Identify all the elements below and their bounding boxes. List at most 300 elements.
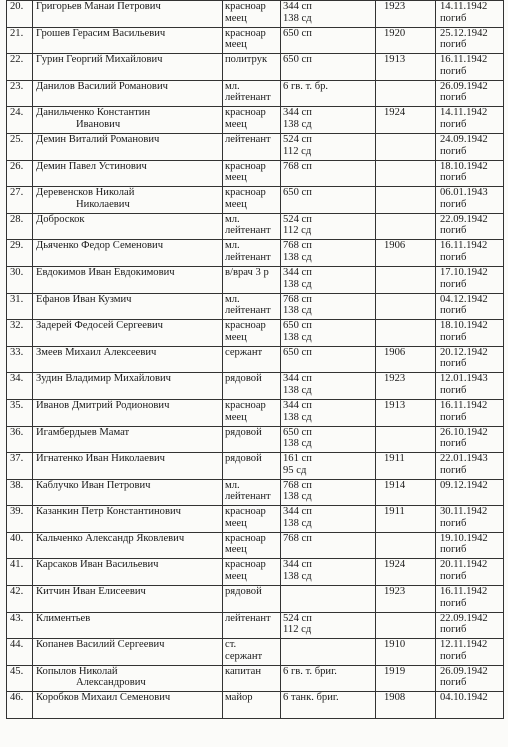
death-date xyxy=(436,1,504,28)
death-date-line: погиб xyxy=(440,358,467,370)
row-number: 40. xyxy=(7,532,33,559)
table-row xyxy=(7,639,504,666)
military-rank-line: красноар xyxy=(225,532,266,544)
military-rank xyxy=(223,1,281,28)
military-rank-line: мл. xyxy=(225,479,240,491)
military-unit xyxy=(281,665,376,692)
military-unit-line: 650 сп xyxy=(283,27,312,39)
military-rank xyxy=(223,532,281,559)
person-name xyxy=(33,559,223,586)
military-rank-line: сержант xyxy=(225,346,263,358)
row-number: 41. xyxy=(7,559,33,586)
military-rank xyxy=(223,27,281,54)
table-row xyxy=(7,187,504,214)
death-date xyxy=(436,692,504,719)
person-name xyxy=(33,665,223,692)
military-unit-line: 138 сд xyxy=(283,118,312,130)
military-unit xyxy=(281,399,376,426)
death-date-line: 26.09.1942 xyxy=(440,80,488,92)
table-row xyxy=(7,240,504,267)
military-rank-line: лейтенант xyxy=(225,305,271,317)
person-name xyxy=(33,612,223,639)
military-unit xyxy=(281,160,376,187)
military-rank-line: рядовой xyxy=(225,426,262,438)
military-unit-line: 138 сд xyxy=(283,438,312,450)
military-rank xyxy=(223,133,281,160)
person-name-line: Копылов Николай xyxy=(36,665,118,677)
military-unit xyxy=(281,54,376,81)
military-rank-line: меец xyxy=(225,411,247,423)
military-unit-line: 650 сп xyxy=(283,320,312,332)
military-unit xyxy=(281,559,376,586)
military-unit xyxy=(281,133,376,160)
person-name xyxy=(33,586,223,613)
military-rank-line: меец xyxy=(225,172,247,184)
person-name xyxy=(33,532,223,559)
death-date-line: погиб xyxy=(440,650,467,662)
military-unit-line: 112 сд xyxy=(283,624,312,636)
military-rank-line: красноар xyxy=(225,107,266,119)
person-name-line: Игнатенко Иван Николаевич xyxy=(36,453,165,465)
death-date-line: погиб xyxy=(440,39,467,51)
death-date xyxy=(436,240,504,267)
death-date-line: погиб xyxy=(440,65,467,77)
military-unit xyxy=(281,426,376,453)
military-unit-line: 344 сп xyxy=(283,399,312,411)
person-name-line: Демин Павел Устинович xyxy=(36,160,147,172)
death-date xyxy=(436,133,504,160)
person-name xyxy=(33,399,223,426)
row-number: 36. xyxy=(7,426,33,453)
military-unit-line: 138 сд xyxy=(283,384,312,396)
death-date xyxy=(436,213,504,240)
death-date-line: погиб xyxy=(440,597,467,609)
military-unit xyxy=(281,453,376,480)
table-row xyxy=(7,612,504,639)
military-rank-line: ст. xyxy=(225,639,237,651)
person-name-line: Демин Виталий Романович xyxy=(36,133,160,145)
military-rank-line: красноар xyxy=(225,320,266,332)
row-number: 43. xyxy=(7,612,33,639)
military-unit-line: 524 сп xyxy=(283,612,312,624)
military-rank xyxy=(223,612,281,639)
military-rank xyxy=(223,692,281,719)
row-number: 28. xyxy=(7,213,33,240)
row-number: 42. xyxy=(7,586,33,613)
military-rank-line: красноар xyxy=(225,1,266,12)
row-number: 33. xyxy=(7,346,33,373)
row-number: 25. xyxy=(7,133,33,160)
person-name xyxy=(33,266,223,293)
military-unit-line: 524 сп xyxy=(283,213,312,225)
death-date xyxy=(436,453,504,480)
person-name xyxy=(33,54,223,81)
birth-year xyxy=(376,320,436,347)
birth-year: 1924 xyxy=(376,107,436,134)
table-row xyxy=(7,426,504,453)
birth-year xyxy=(376,160,436,187)
person-name xyxy=(33,426,223,453)
death-date-line: 14.11.1942 xyxy=(440,107,488,119)
military-unit-line: 344 сп xyxy=(283,373,312,385)
military-unit-line: 138 сд xyxy=(283,305,312,317)
military-unit xyxy=(281,213,376,240)
military-unit-line: 344 сп xyxy=(283,107,312,119)
person-name xyxy=(33,107,223,134)
death-date-line: погиб xyxy=(440,172,467,184)
person-name-line: Гурин Георгий Михайлович xyxy=(36,54,163,66)
military-unit xyxy=(281,293,376,320)
military-rank xyxy=(223,506,281,533)
birth-year xyxy=(376,532,436,559)
row-number: 27. xyxy=(7,187,33,214)
death-date-line: 16.11.1942 xyxy=(440,399,488,411)
military-rank xyxy=(223,293,281,320)
death-date xyxy=(436,612,504,639)
person-name-line: Николаевич xyxy=(76,198,130,210)
military-unit-line: 524 сп xyxy=(283,133,312,145)
death-date-line: погиб xyxy=(440,118,467,130)
death-date-line: погиб xyxy=(440,571,467,583)
person-name xyxy=(33,1,223,28)
military-unit-line: 768 сп xyxy=(283,240,312,252)
military-unit xyxy=(281,586,376,613)
death-date-line: 26.09.1942 xyxy=(440,665,488,677)
row-number: 32. xyxy=(7,320,33,347)
military-rank-line: лейтенант xyxy=(225,251,271,263)
military-unit-line: 138 сд xyxy=(283,278,312,290)
person-name xyxy=(33,373,223,400)
death-date-line: погиб xyxy=(440,251,467,263)
death-date xyxy=(436,27,504,54)
military-rank-line: мл. xyxy=(225,240,240,252)
death-date-line: 25.12.1942 xyxy=(440,27,488,39)
military-rank xyxy=(223,240,281,267)
military-rank-line: рядовой xyxy=(225,586,262,598)
death-date xyxy=(436,320,504,347)
military-rank xyxy=(223,479,281,506)
death-date xyxy=(436,639,504,666)
birth-year: 1923 xyxy=(376,1,436,28)
military-rank-line: красноар xyxy=(225,160,266,172)
military-rank-line: капитан xyxy=(225,665,262,677)
death-date xyxy=(436,293,504,320)
person-name xyxy=(33,346,223,373)
military-unit xyxy=(281,346,376,373)
person-name xyxy=(33,293,223,320)
person-name-line: Иванов Дмитрий Родионович xyxy=(36,399,170,411)
military-rank-line: меец xyxy=(225,12,247,24)
death-date xyxy=(436,399,504,426)
table-row xyxy=(7,692,504,719)
military-rank xyxy=(223,80,281,107)
death-date-line: погиб xyxy=(440,677,467,689)
table-row xyxy=(7,107,504,134)
military-unit-line: 768 сп xyxy=(283,532,312,544)
death-date-line: 06.01.1943 xyxy=(440,187,488,199)
death-date xyxy=(436,107,504,134)
death-date xyxy=(436,373,504,400)
death-date xyxy=(436,160,504,187)
death-date-line: 20.11.1942 xyxy=(440,559,488,571)
row-number: 21. xyxy=(7,27,33,54)
table-row xyxy=(7,586,504,613)
row-number: 38. xyxy=(7,479,33,506)
person-name-line: Каблучко Иван Петрович xyxy=(36,479,151,491)
military-rank xyxy=(223,107,281,134)
death-date xyxy=(436,532,504,559)
birth-year xyxy=(376,133,436,160)
birth-year: 1910 xyxy=(376,639,436,666)
military-rank-line: меец xyxy=(225,118,247,130)
table-row xyxy=(7,1,504,28)
military-rank xyxy=(223,559,281,586)
birth-year xyxy=(376,187,436,214)
birth-year xyxy=(376,213,436,240)
death-date-line: 09.12.1942 xyxy=(440,479,488,491)
military-unit-line: 650 сп xyxy=(283,346,312,358)
table-row xyxy=(7,160,504,187)
military-unit-line: 6 гв. т. бриг. xyxy=(283,665,337,677)
person-name-line: Доброскок xyxy=(36,213,85,225)
military-rank-line: меец xyxy=(225,331,247,343)
military-rank xyxy=(223,639,281,666)
table-row xyxy=(7,559,504,586)
row-number: 37. xyxy=(7,453,33,480)
person-name-line: Змеев Михаил Алексеевич xyxy=(36,346,157,358)
military-unit xyxy=(281,80,376,107)
birth-year: 1913 xyxy=(376,54,436,81)
death-date xyxy=(436,479,504,506)
person-name xyxy=(33,320,223,347)
birth-year: 1908 xyxy=(376,692,436,719)
military-unit xyxy=(281,692,376,719)
person-name-line: Данилов Василий Романович xyxy=(36,80,168,92)
birth-year: 1919 xyxy=(376,665,436,692)
military-rank-line: красноар xyxy=(225,506,266,518)
death-date-line: погиб xyxy=(440,464,467,476)
person-name-line: Деревенсков Николай xyxy=(36,187,135,199)
military-rank-line: в/врач 3 р xyxy=(225,266,269,278)
row-number: 29. xyxy=(7,240,33,267)
military-rank xyxy=(223,373,281,400)
military-unit-line: 344 сп xyxy=(283,266,312,278)
military-rank xyxy=(223,160,281,187)
military-rank xyxy=(223,54,281,81)
row-number: 39. xyxy=(7,506,33,533)
table-row xyxy=(7,213,504,240)
birth-year: 1911 xyxy=(376,453,436,480)
military-unit-line: 6 гв. т. бр. xyxy=(283,80,329,92)
table-row xyxy=(7,665,504,692)
row-number: 22. xyxy=(7,54,33,81)
table-row xyxy=(7,54,504,81)
death-date-line: 20.12.1942 xyxy=(440,346,488,358)
military-unit-line: 6 танк. бриг. xyxy=(283,692,339,704)
death-date-line: 22.01.1943 xyxy=(440,453,488,465)
table-row xyxy=(7,293,504,320)
military-unit xyxy=(281,532,376,559)
person-name xyxy=(33,187,223,214)
military-unit xyxy=(281,240,376,267)
military-rank-line: красноар xyxy=(225,27,266,39)
person-name-line: Зудин Владимир Михайлович xyxy=(36,373,171,385)
military-rank-line: меец xyxy=(225,198,247,210)
death-date-line: погиб xyxy=(440,92,467,104)
person-name-line: Евдокимов Иван Евдокимович xyxy=(36,266,175,278)
death-date xyxy=(436,266,504,293)
death-date-line: 18.10.1942 xyxy=(440,320,488,332)
military-unit-line: 112 сд xyxy=(283,145,312,157)
death-date-line: 16.11.1942 xyxy=(440,54,488,66)
birth-year xyxy=(376,293,436,320)
military-unit xyxy=(281,506,376,533)
death-date-line: погиб xyxy=(440,305,467,317)
military-unit xyxy=(281,479,376,506)
military-rank-line: меец xyxy=(225,39,247,51)
military-unit xyxy=(281,107,376,134)
death-date-line: 22.09.1942 xyxy=(440,213,488,225)
table-row xyxy=(7,399,504,426)
military-rank-line: лейтенант xyxy=(225,92,271,104)
death-date-line: погиб xyxy=(440,198,467,210)
birth-year xyxy=(376,80,436,107)
military-rank-line: рядовой xyxy=(225,373,262,385)
birth-year: 1913 xyxy=(376,399,436,426)
person-name-line: Китчин Иван Елисеевич xyxy=(36,586,146,598)
military-unit-line: 768 сп xyxy=(283,479,312,491)
person-name xyxy=(33,639,223,666)
military-unit xyxy=(281,373,376,400)
person-name-line: Данильченко Константин xyxy=(36,107,151,119)
death-date-line: погиб xyxy=(440,278,467,290)
death-date-line: погиб xyxy=(440,225,467,237)
birth-year: 1920 xyxy=(376,27,436,54)
person-name-line: Иванович xyxy=(76,118,121,130)
military-rank-line: мл. xyxy=(225,213,240,225)
death-date xyxy=(436,665,504,692)
military-unit-line: 650 сп xyxy=(283,187,312,199)
military-unit-line: 138 сд xyxy=(283,517,312,529)
person-name-line: Климентьев xyxy=(36,612,91,624)
military-rank xyxy=(223,320,281,347)
row-number: 45. xyxy=(7,665,33,692)
death-date-line: 16.11.1942 xyxy=(440,240,488,252)
death-date-line: погиб xyxy=(440,331,467,343)
military-rank xyxy=(223,213,281,240)
death-date-line: 12.11.1942 xyxy=(440,639,488,651)
military-rank xyxy=(223,665,281,692)
table-row xyxy=(7,479,504,506)
death-date xyxy=(436,54,504,81)
death-date xyxy=(436,506,504,533)
military-unit-line: 768 сп xyxy=(283,293,312,305)
military-unit-line: 138 сд xyxy=(283,331,312,343)
military-unit-line: 344 сп xyxy=(283,1,312,12)
person-name-line: Копанев Василий Сергеевич xyxy=(36,639,165,651)
table-row xyxy=(7,346,504,373)
military-rank xyxy=(223,187,281,214)
military-unit-line: 138 сд xyxy=(283,571,312,583)
military-unit-line: 161 сп xyxy=(283,453,312,465)
death-date xyxy=(436,80,504,107)
table-row xyxy=(7,373,504,400)
death-date xyxy=(436,187,504,214)
death-date-line: 26.10.1942 xyxy=(440,426,488,438)
person-name xyxy=(33,453,223,480)
death-date-line: 24.09.1942 xyxy=(440,133,488,145)
row-number: 44. xyxy=(7,639,33,666)
death-date-line: погиб xyxy=(440,12,467,24)
military-unit xyxy=(281,320,376,347)
military-unit-line: 650 сп xyxy=(283,426,312,438)
person-name xyxy=(33,213,223,240)
person-name xyxy=(33,27,223,54)
military-rank-line: меец xyxy=(225,517,247,529)
death-date-line: 18.10.1942 xyxy=(440,160,488,172)
military-unit-line: 138 сд xyxy=(283,251,312,263)
military-unit xyxy=(281,27,376,54)
military-rank xyxy=(223,266,281,293)
death-date-line: погиб xyxy=(440,384,467,396)
military-unit-line: 112 сд xyxy=(283,225,312,237)
military-rank-line: красноар xyxy=(225,559,266,571)
military-rank-line: лейтенант xyxy=(225,133,271,145)
military-unit xyxy=(281,266,376,293)
row-number: 46. xyxy=(7,692,33,719)
death-date-line: 17.10.1942 xyxy=(440,266,488,278)
military-unit-line: 344 сп xyxy=(283,559,312,571)
military-unit-line: 650 сп xyxy=(283,54,312,66)
military-rank-line: мл. xyxy=(225,293,240,305)
military-rank-line: красноар xyxy=(225,399,266,411)
birth-year: 1924 xyxy=(376,559,436,586)
military-rank-line: политрук xyxy=(225,54,268,66)
death-date xyxy=(436,346,504,373)
row-number: 31. xyxy=(7,293,33,320)
death-date-line: погиб xyxy=(440,438,467,450)
death-date-line: 12.01.1943 xyxy=(440,373,488,385)
death-date-line: 04.12.1942 xyxy=(440,293,488,305)
person-name-line: Казанкин Петр Константинович xyxy=(36,506,181,518)
death-date-line: 14.11.1942 xyxy=(440,1,488,12)
birth-year: 1923 xyxy=(376,373,436,400)
military-unit-line: 138 сд xyxy=(283,411,312,423)
military-unit-line: 768 сп xyxy=(283,160,312,172)
military-rank-line: рядовой xyxy=(225,453,262,465)
birth-year: 1906 xyxy=(376,240,436,267)
death-date-line: погиб xyxy=(440,145,467,157)
military-rank xyxy=(223,453,281,480)
person-name xyxy=(33,80,223,107)
military-rank-line: красноар xyxy=(225,187,266,199)
person-name-line: Задерей Федосей Сергеевич xyxy=(36,320,163,332)
person-name-line: Григорьев Манаи Петрович xyxy=(36,1,161,12)
row-number: 35. xyxy=(7,399,33,426)
table-row xyxy=(7,27,504,54)
military-unit xyxy=(281,612,376,639)
birth-year: 1911 xyxy=(376,506,436,533)
row-number: 20. xyxy=(7,1,33,28)
military-unit xyxy=(281,187,376,214)
table-row xyxy=(7,320,504,347)
death-date-line: погиб xyxy=(440,411,467,423)
person-name-line: Ефанов Иван Кузмич xyxy=(36,293,132,305)
table-row xyxy=(7,506,504,533)
military-rank xyxy=(223,586,281,613)
military-rank-line: лейтенант xyxy=(225,491,271,503)
birth-year xyxy=(376,426,436,453)
